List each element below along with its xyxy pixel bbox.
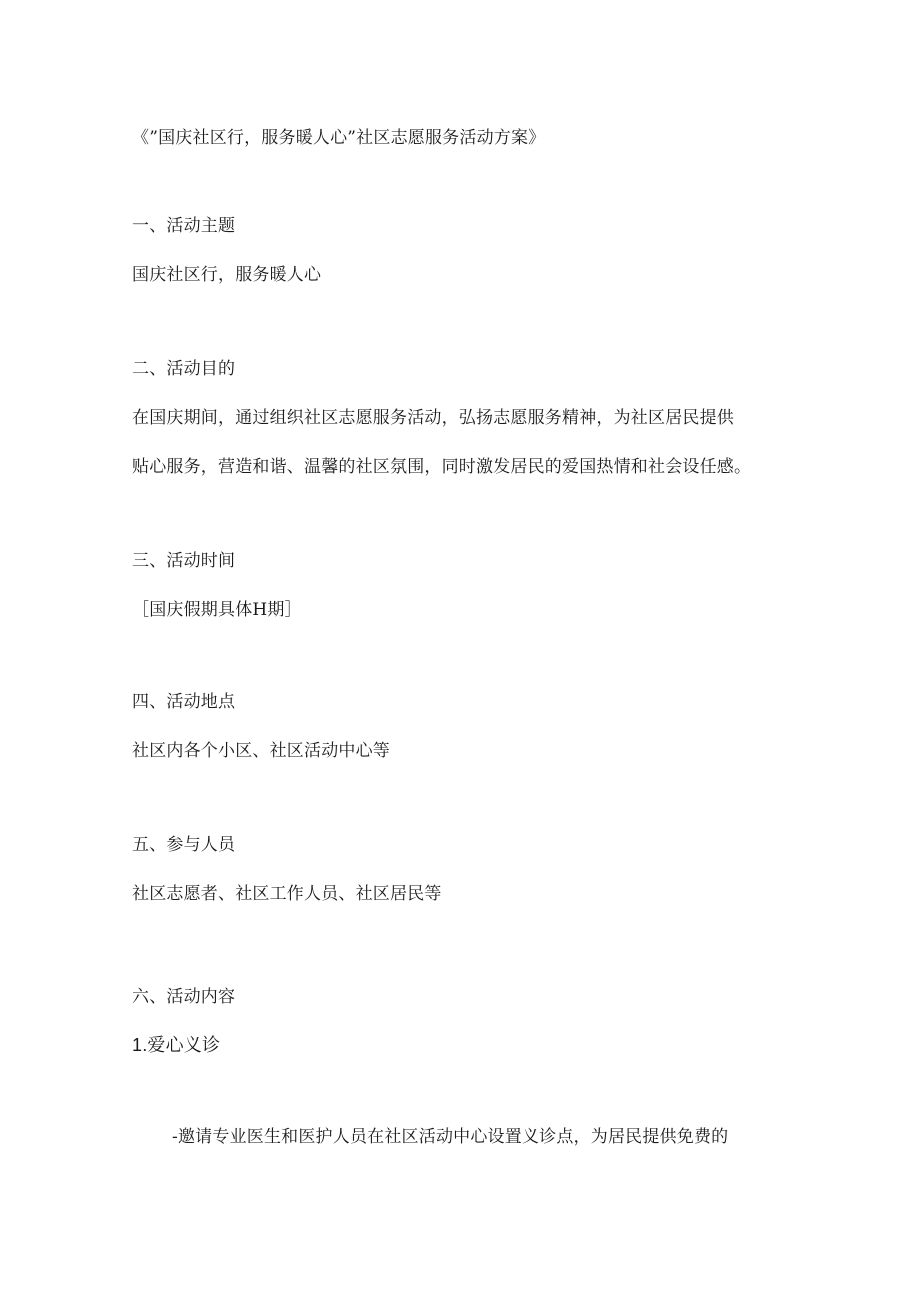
section-heading-participants: 五、参与人员 (132, 835, 236, 855)
document-title: 《”国庆社区行，服务暖人心”社区志愿服务活动方案》 (132, 128, 546, 148)
section-body-time: ［国庆假期具体H期］ (132, 600, 302, 620)
section-body-purpose-line-2: 贴心服务，营造和谐、温馨的社区氛围，同时激发居民的爱国热情和社会设任感。 (132, 457, 752, 477)
section-body-purpose-line-1: 在国庆期间，通过组织社区志愿服务活动，弘扬志愿服务精神，为社区居民提供 (132, 408, 734, 428)
section-body-participants: 社区志愿者、社区工作人员、社区居民等 (132, 884, 442, 904)
section-heading-time: 三、活动时间 (132, 551, 236, 571)
section-subheading-free-clinic: 1.爱心义诊 (132, 1035, 221, 1055)
section-heading-theme: 一、活动主题 (132, 216, 236, 236)
section-body-theme: 国庆社区行，服务暖人心 (132, 265, 322, 285)
section-body-free-clinic-item: -邀请专业医生和医护人员在社区活动中心设置义诊点，为居民提供免费的 (172, 1127, 729, 1147)
section-body-location: 社区内各个小区、社区活动中心等 (132, 741, 390, 761)
section-heading-purpose: 二、活动目的 (132, 359, 236, 379)
section-heading-location: 四、活动地点 (132, 692, 236, 712)
section-heading-content: 六、活动内容 (132, 987, 236, 1007)
